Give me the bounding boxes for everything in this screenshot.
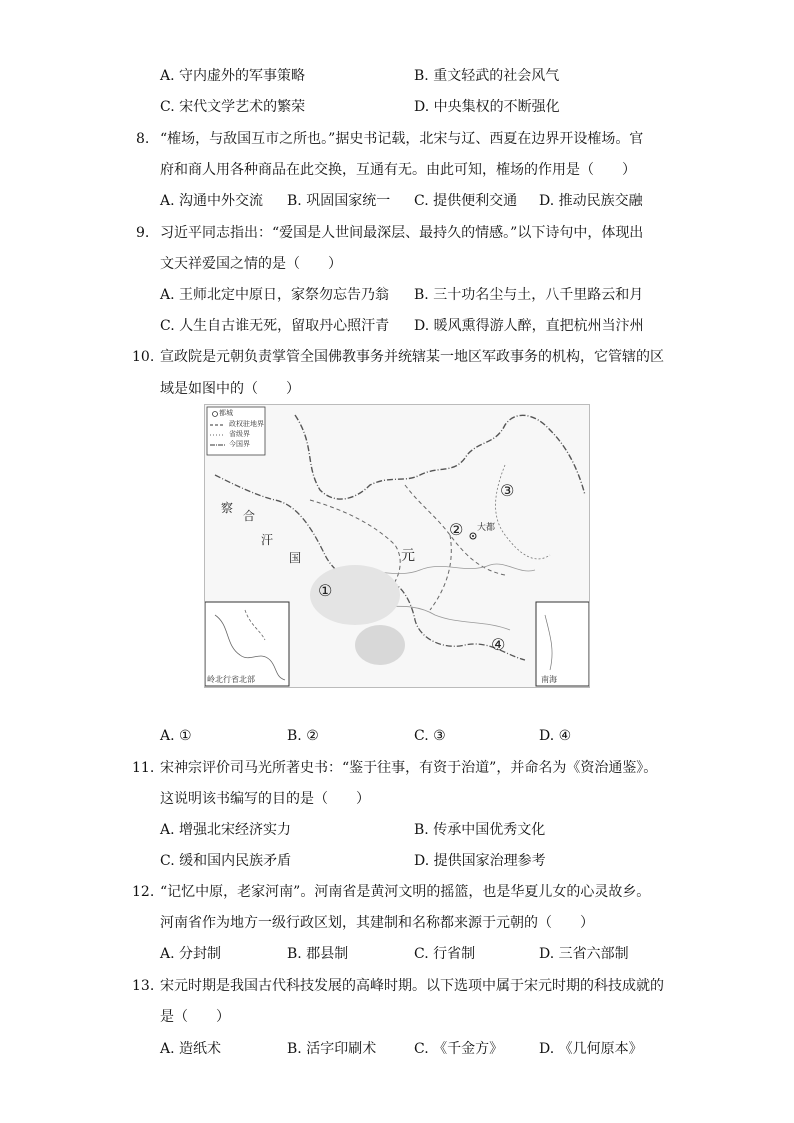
map-marker-1[interactable]: ① (318, 581, 333, 600)
q9-option-d[interactable]: D. 暖风熏得游人醉，直把杭州当汴州 (414, 318, 644, 334)
q13-stem-line1: 宋元时期是我国古代科技发展的高峰时期。以下选项中属于宋元时期的科技成就的 (160, 978, 664, 994)
q12-number: 12. (132, 884, 155, 900)
q12-stem-line1: “记忆中原，老家河南”。河南省是黄河文明的摇篮，也是华夏儿女的心灵故乡。 (160, 884, 651, 900)
map-label-dadu: 大都 (477, 523, 496, 533)
q10-stem-line2: 域是如图中的（ ） (160, 381, 300, 397)
inset-label-nanhai: 南海 (541, 675, 557, 684)
q13-stem-line2: 是（ ） (160, 1009, 230, 1025)
q10-option-d[interactable]: D. ④ (539, 728, 572, 744)
q11-option-c[interactable]: C. 缓和国内民族矛盾 (160, 853, 292, 869)
q11-stem-line2: 这说明该书编写的目的是（ ） (160, 791, 370, 807)
q7-option-a[interactable]: A. 守内虚外的军事策略 (160, 68, 306, 84)
legend-modern-border: 今国界 (229, 440, 250, 448)
q11-stem-line1: 宋神宗评价司马光所著史书：“鉴于往事，有资于治道”，并命名为《资治通鉴》。 (160, 760, 658, 776)
q7-option-d[interactable]: D. 中央集权的不断强化 (414, 99, 560, 115)
q10-number: 10. (132, 349, 155, 365)
q12-option-c[interactable]: C. 行省制 (414, 946, 476, 962)
q10-option-a[interactable]: A. ① (160, 728, 192, 744)
legend-regime-border: 政权驻地界 (229, 420, 264, 428)
q13-option-d[interactable]: D. 《几何原本》 (539, 1041, 643, 1057)
map-marker-3[interactable]: ③ (500, 481, 515, 500)
q8-number: 8. (136, 131, 150, 147)
legend-province-border: 省级界 (229, 430, 250, 438)
q9-option-a[interactable]: A. 王师北定中原日，家祭勿忘告乃翁 (160, 287, 390, 303)
q13-option-c[interactable]: C. 《千金方》 (414, 1041, 504, 1057)
yuan-map (204, 404, 590, 688)
map-marker-2[interactable]: ② (449, 520, 464, 539)
q8-stem-line2: 府和商人用各种商品在此交换，互通有无。由此可知，榷场的作用是（ ） (160, 162, 636, 178)
q11-option-d[interactable]: D. 提供国家治理参考 (414, 853, 546, 869)
q9-stem-line1: 习近平同志指出：“爱国是人世间最深层、最持久的情感。”以下诗句中，体现出 (160, 225, 644, 241)
map-marker-4[interactable]: ④ (491, 635, 506, 654)
map-label-cha: 察 (221, 501, 234, 515)
map-label-yuan: 元 (401, 548, 415, 564)
q8-option-b[interactable]: B. 巩固国家统一 (287, 193, 391, 209)
q12-stem-line2: 河南省作为地方一级行政区划，其建制和名称都来源于元朝的（ ） (160, 915, 594, 931)
q7-option-c[interactable]: C. 宋代文学艺术的繁荣 (160, 99, 306, 115)
q11-option-a[interactable]: A. 增强北宋经济实力 (160, 822, 292, 838)
q7-option-b[interactable]: B. 重文轻武的社会风气 (414, 68, 560, 84)
q13-option-a[interactable]: A. 造纸术 (160, 1041, 222, 1057)
q13-number: 13. (132, 978, 155, 994)
q10-option-c[interactable]: C. ③ (414, 728, 446, 744)
map-label-guo: 国 (289, 551, 302, 565)
legend-capital: 都城 (219, 409, 233, 417)
inset-label-lingbei: 岭北行省北部 (207, 675, 255, 684)
q12-option-d[interactable]: D. 三省六部制 (539, 946, 629, 962)
q9-stem-line2: 文天祥爱国之情的是（ ） (160, 256, 342, 272)
map-label-han: 汗 (261, 533, 274, 547)
q8-option-d[interactable]: D. 推动民族交融 (539, 193, 643, 209)
q10-option-b[interactable]: B. ② (287, 728, 319, 744)
q9-option-b[interactable]: B. 三十功名尘与土，八千里路云和月 (414, 287, 644, 303)
q8-option-c[interactable]: C. 提供便利交通 (414, 193, 518, 209)
q12-option-b[interactable]: B. 郡县制 (287, 946, 349, 962)
map-label-he: 合 (243, 509, 256, 523)
q12-option-a[interactable]: A. 分封制 (160, 946, 222, 962)
q13-option-b[interactable]: B. 活字印刷术 (287, 1041, 377, 1057)
q8-stem-line1: “榷场，与敌国互市之所也。”据史书记载，北宋与辽、西夏在边界开设榷场。官 (160, 131, 644, 147)
q10-stem-line1: 宣政院是元朝负责掌管全国佛教事务并统辖某一地区军政事务的机构，它管辖的区 (160, 349, 664, 365)
q9-number: 9. (136, 225, 150, 241)
q9-option-c[interactable]: C. 人生自古谁无死，留取丹心照汗青 (160, 318, 390, 334)
q11-number: 11. (132, 760, 155, 776)
q11-option-b[interactable]: B. 传承中国优秀文化 (414, 822, 546, 838)
q8-option-a[interactable]: A. 沟通中外交流 (160, 193, 264, 209)
